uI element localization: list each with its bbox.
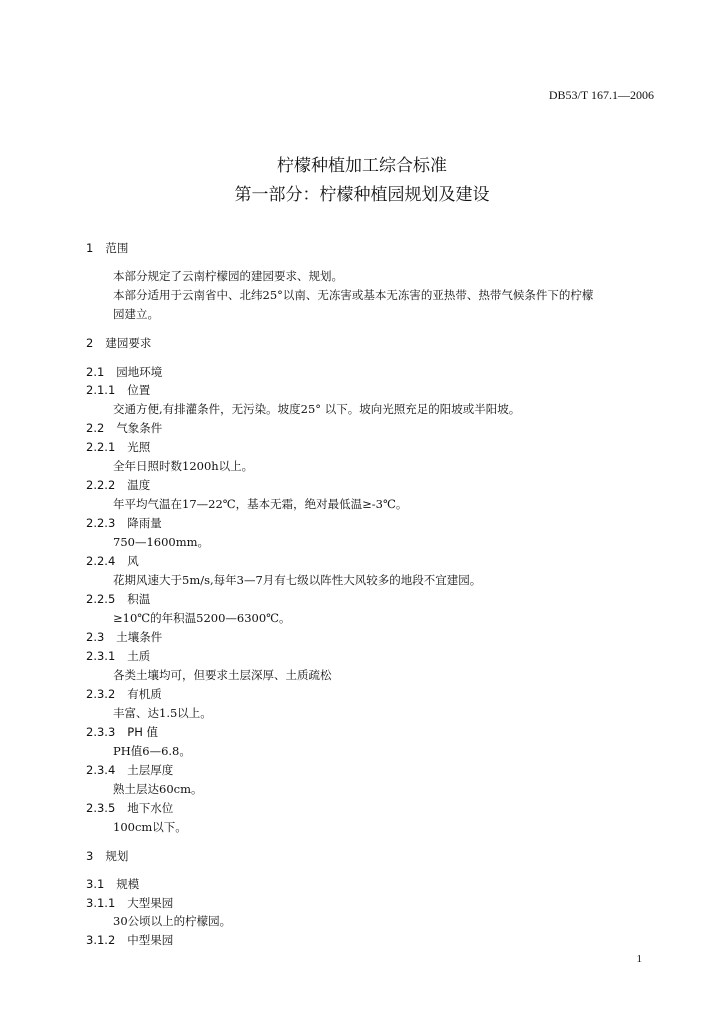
section-title: 规模 <box>116 877 140 891</box>
section-2-2-2-heading <box>86 477 150 493</box>
section-2-3-1-heading <box>86 648 150 664</box>
document-title: 柠檬种植加工综合标准 <box>277 156 447 176</box>
section-title: PH 值 <box>127 725 159 739</box>
paragraph: 交通方便,有排灌条件，无污染。坡度25° 以下。坡向光照充足的阳坡或半阳坡。 <box>113 402 521 416</box>
paragraph: 花期风速大于5m/s,每年3—7月有七级以阵性大风较多的地段不宜建园。 <box>113 573 482 587</box>
section-number: 3.1.1 <box>86 896 116 910</box>
paragraph: 本部分规定了云南柠檬园的建园要求、规划。 <box>113 269 343 283</box>
section-3-1-heading <box>86 876 139 892</box>
section-number: 3.1.2 <box>86 933 116 947</box>
section-title: 光照 <box>127 440 151 454</box>
paragraph: 30公顷以上的柠檬园。 <box>113 914 232 928</box>
section-title: 积温 <box>127 592 151 606</box>
section-title: 园地环境 <box>116 365 163 379</box>
section-2-2-4-heading <box>86 553 139 569</box>
paragraph: 本部分适用于云南省中、北纬25°以南、无冻害或基本无冻害的亚热带、热带气候条件下的柠檬 <box>113 288 594 302</box>
section-number: 2.3.5 <box>86 801 116 815</box>
section-2-2-1-heading <box>86 439 150 455</box>
section-2-3-2-heading <box>86 686 162 702</box>
paragraph: 年平均气温在17—22℃，基本无霜，绝对最低温≥-3℃。 <box>113 497 408 511</box>
section-2-2-3-heading <box>86 515 162 531</box>
section-3-heading <box>86 848 128 864</box>
section-number: 2.3 <box>86 630 105 644</box>
section-number: 2.2.2 <box>86 478 116 492</box>
section-number: 2.1 <box>86 365 105 379</box>
section-title: 风 <box>127 554 139 568</box>
section-number: 2 <box>86 336 94 350</box>
paragraph: ≥10℃的年积温5200—6300℃。 <box>113 611 291 625</box>
section-number: 1 <box>86 241 94 255</box>
section-title: 土质 <box>127 649 151 663</box>
section-2-heading <box>86 335 151 351</box>
section-2-3-heading <box>86 629 162 645</box>
standard-code: DB53/T 167.1—2006 <box>548 88 654 102</box>
section-title: 土壤条件 <box>116 630 163 644</box>
section-1-heading <box>86 240 128 256</box>
section-2-2-5-heading <box>86 591 150 607</box>
section-title: 地下水位 <box>127 801 174 815</box>
section-number: 2.3.2 <box>86 687 116 701</box>
section-2-1-1-heading <box>86 382 150 398</box>
section-number: 2.2 <box>86 421 105 435</box>
section-2-3-4-heading <box>86 762 173 778</box>
section-2-1-heading <box>86 364 162 380</box>
paragraph: 丰富、达1.5以上。 <box>113 706 212 720</box>
section-number: 2.3.3 <box>86 725 116 739</box>
paragraph: 750—1600mm。 <box>113 535 210 549</box>
section-3-1-1-heading <box>86 895 173 911</box>
paragraph: 各类土壤均可，但要求土层深厚、土质疏松 <box>113 668 332 682</box>
section-title: 降雨量 <box>127 516 162 530</box>
section-title: 建园要求 <box>105 336 152 350</box>
section-number: 2.2.5 <box>86 592 116 606</box>
section-2-3-5-heading <box>86 800 173 816</box>
paragraph: PH值6—6.8。 <box>113 744 191 758</box>
section-3-1-2-heading <box>86 932 173 948</box>
section-number: 2.3.1 <box>86 649 116 663</box>
section-number: 3.1 <box>86 877 105 891</box>
section-title: 温度 <box>127 478 151 492</box>
paragraph: 熟土层达60cm。 <box>113 782 203 796</box>
section-number: 2.3.4 <box>86 763 116 777</box>
section-number: 2.1.1 <box>86 383 116 397</box>
section-number: 2.2.4 <box>86 554 116 568</box>
section-number: 3 <box>86 849 94 863</box>
section-title: 有机质 <box>127 687 162 701</box>
section-2-2-heading <box>86 420 162 436</box>
page-number: 1 <box>636 953 642 965</box>
section-number: 2.2.1 <box>86 440 116 454</box>
section-title: 中型果园 <box>127 933 174 947</box>
section-title: 规划 <box>105 849 129 863</box>
document-subtitle: 第一部分：柠檬种植园规划及建设 <box>234 185 490 205</box>
section-number: 2.2.3 <box>86 516 116 530</box>
section-title: 位置 <box>127 383 151 397</box>
section-title: 气象条件 <box>116 421 163 435</box>
section-2-3-3-heading <box>86 724 158 740</box>
paragraph: 100cm以下。 <box>113 820 187 834</box>
section-title: 土层厚度 <box>127 763 174 777</box>
paragraph: 园建立。 <box>113 307 159 321</box>
paragraph: 全年日照时数1200h以上。 <box>113 459 254 473</box>
section-title: 大型果园 <box>127 896 174 910</box>
section-title: 范围 <box>105 241 129 255</box>
